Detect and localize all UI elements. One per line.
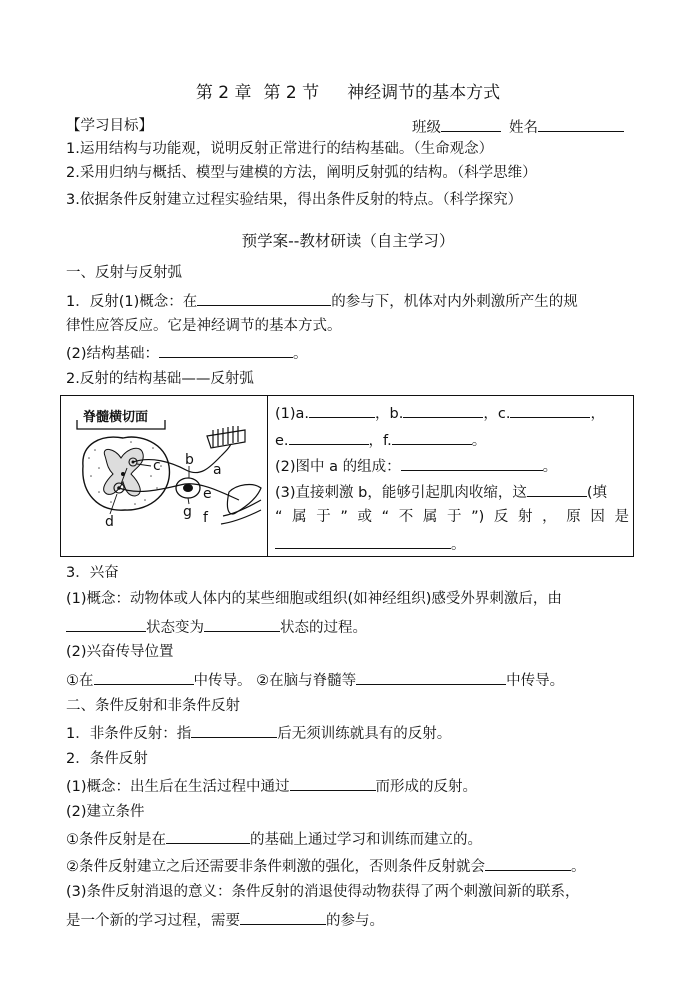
conditioned-concept: [66, 775, 477, 797]
q3-line-2: [275, 507, 629, 527]
text: 。: [571, 859, 586, 875]
fill-blank[interactable]: [197, 290, 331, 306]
establish-2: [66, 855, 586, 877]
fill-blank[interactable]: [159, 342, 293, 358]
structure-line: [66, 342, 308, 364]
text: “属于”或“不属于”)反射，原因是: [275, 509, 629, 525]
lesson-title: 神经调节的基本方式: [347, 83, 501, 103]
blank-reason[interactable]: [275, 533, 451, 549]
excite-position: (2)兴奋传导位置: [66, 644, 174, 660]
label-d: d: [105, 514, 114, 530]
fill-blank[interactable]: [240, 909, 326, 925]
blank-c[interactable]: [510, 402, 590, 418]
class-name-row: [412, 116, 624, 138]
label-a: a: [213, 462, 222, 478]
excite-heading: 3．兴奋: [66, 565, 119, 581]
fill-blank[interactable]: [166, 828, 250, 844]
text: 状态的过程。: [280, 620, 367, 636]
blank-belong[interactable]: [527, 481, 587, 497]
text: ，f.: [368, 433, 392, 449]
label-b: b: [185, 452, 194, 468]
text: ②条件反射建立之后还需要非条件刺激的强化，否则条件反射就会: [66, 859, 485, 875]
text: 的参与下，机体对内外刺激所产生的规: [331, 294, 578, 310]
part1-heading: 一、反射与反射弧: [66, 265, 182, 281]
class-label: 班级: [412, 120, 441, 136]
text: (2)图中 a 的组成：: [275, 459, 401, 475]
chapter-label: 第 2 章: [195, 83, 252, 103]
meaning-line-2: [66, 909, 384, 931]
text: 状态变为: [146, 620, 204, 636]
spinal-cord-diagram: [61, 396, 267, 556]
text: ①在: [66, 673, 94, 689]
text: ，: [590, 406, 605, 422]
name-label: 姓名: [509, 120, 538, 136]
blank-f[interactable]: [392, 429, 472, 445]
figure-caption: 脊髓横切面: [83, 410, 149, 425]
text: (2)结构基础：: [66, 346, 160, 362]
q3-line-3: [275, 533, 466, 555]
label-e: e: [203, 486, 212, 502]
goal-item: 1.运用结构与功能观，说明反射正常进行的结构基础。（生命观念）: [66, 141, 494, 157]
text: (1)a.: [275, 406, 310, 422]
label-g: g: [183, 504, 192, 520]
q2-line: [275, 455, 557, 477]
blank-e[interactable]: [289, 429, 369, 445]
label-f: f: [203, 510, 208, 526]
name-blank[interactable]: [538, 116, 624, 132]
fill-blank[interactable]: [66, 616, 146, 632]
text: 。: [451, 537, 466, 553]
text: (3)直接刺激 b，能够引起肌肉收缩，这: [275, 485, 527, 501]
text: 后无须训练就具有的反射。: [277, 726, 452, 742]
text: 是一个新的学习过程，需要: [66, 913, 240, 929]
reflex-concept-line-2: 律性应答反应。它是神经调节的基本方式。: [66, 318, 342, 334]
text: 1．反射(1)概念：在: [66, 294, 198, 310]
blank-a[interactable]: [309, 402, 375, 418]
text: 中传导。: [506, 673, 565, 689]
preview-title: 预学案--教材研读（自主学习）: [241, 232, 455, 250]
fill-blank[interactable]: [485, 855, 571, 871]
text: 。: [293, 346, 308, 362]
class-blank[interactable]: [441, 116, 501, 132]
fill-blank[interactable]: [204, 616, 280, 632]
label-c: c: [153, 458, 161, 474]
page-title: [0, 78, 696, 103]
q3-line-1: [275, 481, 607, 503]
text: 中传导。 ②在脑与脊髓等: [193, 673, 357, 689]
excite-concept-2: [66, 616, 367, 638]
establish-1: [66, 828, 482, 850]
establish-heading: (2)建立条件: [66, 804, 145, 820]
text: 的参与。: [326, 913, 384, 929]
text: 1．非条件反射：指: [66, 726, 192, 742]
text: ，c.: [483, 406, 511, 422]
blank-b[interactable]: [403, 402, 483, 418]
goal-item: 2.采用归纳与概括、模型与建模的方法，阐明反射弧的结构。（科学思维）: [66, 165, 537, 181]
fill-blank[interactable]: [356, 669, 506, 685]
section-label: 第 2 节: [263, 83, 320, 103]
part2-heading: 二、条件反射和非条件反射: [66, 698, 240, 714]
goal-item: 3.依据条件反射建立过程实验结果，得出条件反射的特点。（科学探究）: [66, 192, 523, 208]
text: 。: [471, 433, 487, 449]
meaning-line-1: (3)条件反射消退的意义：条件反射的消退使得动物获得了两个刺激间新的联系，: [66, 884, 580, 900]
reflex-arc-box: [60, 395, 634, 557]
fill-blank[interactable]: [290, 775, 376, 791]
text: 而形成的反射。: [375, 779, 478, 795]
conditioned-heading: 2．条件反射: [66, 751, 148, 767]
arc-heading: 2.反射的结构基础——反射弧: [66, 371, 254, 387]
unconditioned-line: [66, 722, 451, 744]
fill-blank[interactable]: [94, 669, 194, 685]
excite-position-line: [66, 669, 564, 691]
fill-blank[interactable]: [191, 722, 277, 738]
text: 。: [542, 459, 558, 475]
text: (1)概念：出生后在生活过程中通过: [66, 779, 290, 795]
goals-heading: 【学习目标】: [66, 118, 153, 134]
text: ，b.: [375, 406, 404, 422]
q1-line-1: [275, 402, 605, 424]
text: 的基础上通过学习和训练而建立的。: [250, 832, 482, 848]
excite-concept-1: (1)概念：动物体或人体内的某些细胞或组织(如神经组织)感受外界刺激后，由: [66, 591, 562, 607]
blank-a-composition[interactable]: [401, 455, 543, 471]
text: e.: [275, 433, 289, 449]
q1-line-2: [275, 429, 486, 451]
text: ①条件反射是在: [66, 832, 166, 848]
reflex-concept-line: [66, 290, 578, 312]
text: (填: [586, 485, 608, 501]
